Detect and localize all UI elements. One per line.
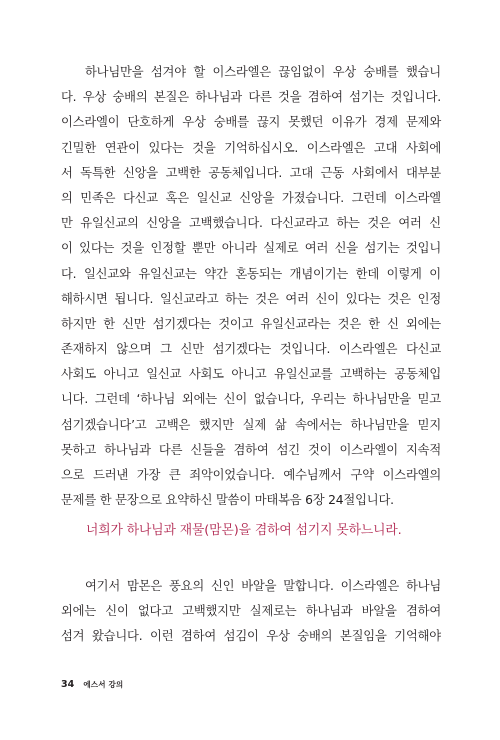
body-paragraph-2 xyxy=(61,574,441,650)
body-paragraph-1 xyxy=(61,60,441,513)
running-book-title: 에스서 강의 xyxy=(83,680,124,689)
text-line: 다. 우상 숭배의 본질은 하나님과 다른 것을 겸하여 섬기는 것입니다. xyxy=(61,90,441,105)
page-footer xyxy=(61,675,123,689)
text-line: 서 독특한 신앙을 고백한 공동체입니다. 고대 근동 사회에서 대부분 xyxy=(61,165,441,180)
scripture-quote: 너희가 하나님과 재물(맘몬)을 겸하여 섬기지 못하느니라. xyxy=(86,523,402,538)
text-line: 다. 일신교와 유일신교는 약간 혼동되는 개념이기는 한데 이렇게 이 xyxy=(61,266,441,281)
text-line: 하나님만을 섬겨야 할 이스라엘은 끊임없이 우상 숭배를 했습니 xyxy=(85,65,441,79)
text-line: 문제를 한 문장으로 요약하신 말씀이 마태복음 6장 24절입니다. xyxy=(61,493,394,508)
text-line: 만 유일신교의 신앙을 고백했습니다. 다신교라고 하는 것은 여러 신 xyxy=(61,216,441,231)
text-line: 의 민족은 다신교 혹은 일신교 신앙을 가졌습니다. 그런데 이스라엘 xyxy=(61,190,441,205)
text-line: 존재하지 않으며 그 신만 섬기겠다는 것입니다. 이스라엘은 다신교 xyxy=(61,342,441,357)
text-line: 해하시면 됩니다. 일신교라고 하는 것은 여러 신이 있다는 것은 인정 xyxy=(61,291,441,306)
text-line: 섬겨 왔습니다. 이런 겸하여 섬김이 우상 숭배의 본질임을 기억해야 xyxy=(61,629,441,644)
text-line: 긴밀한 연관이 있다는 것을 기억하십시오. 이스라엘은 고대 사회에 xyxy=(61,140,441,155)
text-line: 사회도 아니고 일신교 사회도 아니고 유일신교를 고백하는 공동체입 xyxy=(61,367,441,382)
text-line: 으로 드러낸 가장 큰 죄악이었습니다. 예수님께서 구약 이스라엘의 xyxy=(61,468,441,482)
text-line: 못하고 하나님과 다른 신들을 겸하여 섬긴 것이 이스라엘이 지속적 xyxy=(61,442,441,457)
text-line: 니다. 그런데 ‘하나님 외에는 신이 없습니다, 우리는 하나님만을 믿고 xyxy=(61,392,441,407)
text-line: 섬기겠습니다’고 고백은 했지만 실제 삶 속에서는 하나님만을 믿지 xyxy=(61,417,441,432)
text-line: 외에는 신이 없다고 고백했지만 실제로는 하나님과 바알을 겸하여 xyxy=(61,604,441,619)
page-number: 34 xyxy=(61,679,75,690)
text-line: 하지만 한 신만 섬기겠다는 것이고 유일신교라는 것은 한 신 외에는 xyxy=(61,316,441,331)
text-line: 이스라엘이 단호하게 우상 숭배를 끊지 못했던 이유가 경제 문제와 xyxy=(61,115,441,130)
text-line: 이 있다는 것을 인정할 뿐만 아니라 실제로 여러 신을 섬기는 것입니 xyxy=(61,241,441,256)
text-line: 여기서 맘몬은 풍요의 신인 바알을 말합니다. 이스라엘은 하나님 xyxy=(85,579,441,593)
